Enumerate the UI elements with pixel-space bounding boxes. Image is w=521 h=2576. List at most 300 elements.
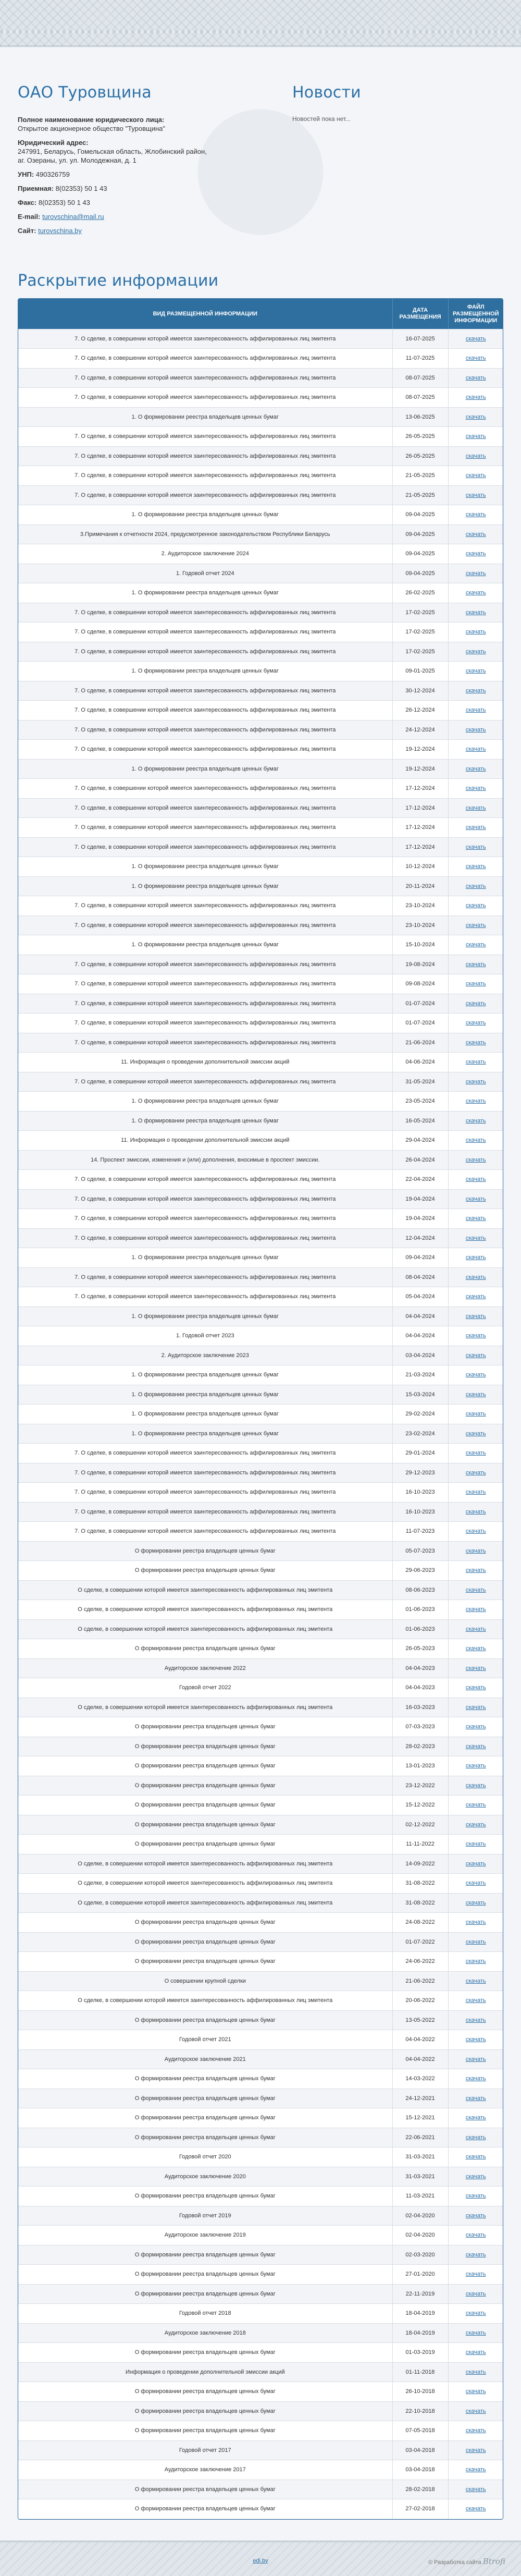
table-row [18,2049,503,2069]
download-link[interactable]: скачать [465,1586,486,1593]
info-type-cell: 11. Информация о проведении дополнительной эмиссии акций [18,1131,392,1151]
date-cell: 04-06-2024 [392,1053,448,1072]
download-link[interactable]: скачать [465,2467,486,2473]
download-link[interactable]: скачать [465,942,486,948]
file-cell [448,1092,503,1112]
download-link[interactable]: скачать [465,1254,486,1261]
download-link[interactable]: скачать [465,394,486,401]
table-row [18,368,503,388]
download-link[interactable]: скачать [465,1293,486,1300]
disclosure-table [18,298,503,2520]
table-row [18,505,503,525]
info-type-cell: 7. О сделке, в совершении которой имеется заинтересованность аффилированных лиц эмитента [18,427,392,447]
table-row [18,2343,503,2363]
download-link[interactable]: скачать [465,1235,486,1241]
info-type-cell: Аудиторское заключение 2017 [18,2460,392,2480]
date-cell: 02-04-2020 [392,2206,448,2226]
file-cell [448,1600,503,1620]
file-cell [448,2343,503,2363]
download-link[interactable]: скачать [465,2349,486,2356]
file-cell [448,2147,503,2167]
file-cell [448,2460,503,2480]
download-link[interactable]: скачать [465,1763,486,1769]
download-link[interactable]: скачать [465,2154,486,2160]
download-link[interactable]: скачать [465,453,486,459]
date-cell: 23-02-2024 [392,1424,448,1444]
table-row [18,1698,503,1717]
table-header-row [18,299,503,329]
table-row [18,485,503,505]
download-link[interactable]: скачать [465,2408,486,2414]
file-cell [448,1405,503,1424]
file-cell [448,2049,503,2069]
date-cell: 01-11-2018 [392,2362,448,2382]
download-link[interactable]: скачать [465,922,486,929]
file-cell [448,2401,503,2421]
table-row [18,2010,503,2030]
download-link[interactable]: скачать [465,1724,486,1730]
download-link[interactable]: скачать [465,1078,486,1085]
site-link[interactable]: turovschina.by [38,227,82,235]
table-row [18,2460,503,2480]
info-type-cell: 1. О формировании реестра владельцев ценных бумаг [18,1092,392,1112]
file-cell [448,1424,503,1444]
download-link[interactable]: скачать [465,1665,486,1671]
date-cell: 12-04-2024 [392,1228,448,1248]
download-link[interactable]: скачать [465,2193,486,2200]
table-row [18,2108,503,2128]
table-row [18,1561,503,1581]
download-link[interactable]: скачать [465,2056,486,2062]
info-type-cell: Аудиторское заключение 2018 [18,2323,392,2343]
file-cell [448,1815,503,1835]
table-row [18,1424,503,1444]
download-link[interactable]: скачать [465,1215,486,1222]
reception-label: Приемная: [18,185,54,192]
table-row [18,2421,503,2441]
unp-value: 490326759 [35,170,70,178]
info-type-cell: О формировании реестра владельцев ценных бумаг [18,2480,392,2499]
address-line-2: аг. Озераны, ул. ул. Молодежная, д. 1 [18,156,137,164]
download-link[interactable]: скачать [465,1997,486,2004]
info-type-cell: О формировании реестра владельцев ценных бумаг [18,2343,392,2363]
developer-text: © Разработка сайта [428,2559,481,2566]
download-link[interactable]: скачать [465,765,486,772]
download-link[interactable]: скачать [465,1860,486,1867]
download-link[interactable]: скачать [465,1645,486,1652]
download-link[interactable]: скачать [465,590,486,596]
footer-site-link[interactable]: edi.by [253,2557,268,2564]
file-cell [448,740,503,760]
download-link[interactable]: скачать [465,2173,486,2180]
file-cell [448,485,503,505]
table-row [18,1541,503,1561]
download-link[interactable]: скачать [465,1899,486,1906]
table-row [18,759,503,779]
download-link[interactable]: скачать [465,1958,486,1965]
download-link[interactable]: скачать [465,609,486,616]
download-link[interactable]: скачать [465,1508,486,1515]
download-link[interactable]: скачать [465,981,486,987]
fax-value: 8(02353) 50 1 43 [38,199,90,206]
file-cell [448,2284,503,2304]
date-cell: 29-06-2023 [392,1561,448,1581]
download-link[interactable]: скачать [465,2329,486,2336]
developer-logo[interactable]: Btrofi [482,2556,505,2566]
info-type-cell: Информация о проведении дополнительной эмиссии акций [18,2362,392,2382]
info-type-cell: О формировании реестра владельцев ценных бумаг [18,2401,392,2421]
info-type-cell: 1. О формировании реестра владельцев ценных бумаг [18,1307,392,1326]
info-type-cell: 7. О сделке, в совершении которой имеется заинтересованность аффилированных лиц эмитента [18,994,392,1014]
file-cell [448,1639,503,1659]
date-cell: 09-04-2025 [392,544,448,564]
unp-label: УНП: [18,170,34,178]
download-link[interactable]: скачать [465,1528,486,1535]
download-link[interactable]: скачать [465,1333,486,1339]
info-type-cell: О формировании реестра владельцев ценных бумаг [18,2128,392,2147]
file-cell [448,2323,503,2343]
column-header-date: ДАТА РАЗМЕЩЕНИЯ [392,299,448,329]
download-link[interactable]: скачать [465,2134,486,2141]
download-link[interactable]: скачать [465,2310,486,2317]
info-type-cell: О формировании реестра владельцев ценных бумаг [18,2245,392,2265]
info-type-cell: 7. О сделке, в совершении которой имеется заинтересованность аффилированных лиц эмитента [18,818,392,838]
download-link[interactable]: скачать [465,2251,486,2258]
date-cell: 15-10-2024 [392,935,448,955]
download-link[interactable]: скачать [465,2388,486,2395]
download-link[interactable]: скачать [465,2232,486,2239]
info-type-cell: О формировании реестра владельцев ценных бумаг [18,2421,392,2441]
info-type-cell: О формировании реестра владельцев ценных бумаг [18,2284,392,2304]
download-link[interactable]: скачать [465,2447,486,2453]
info-type-cell: О формировании реестра владельцев ценных бумаг [18,2089,392,2108]
info-type-cell: 7. О сделке, в совершении которой имеется заинтересованность аффилированных лиц эмитента [18,1444,392,1463]
file-cell [448,1170,503,1190]
date-cell: 17-02-2025 [392,622,448,642]
info-type-cell: 7. О сделке, в совершении которой имеется заинтересованность аффилированных лиц эмитента [18,1522,392,1542]
download-link[interactable]: скачать [465,1938,486,1945]
table-row [18,662,503,681]
download-link[interactable]: скачать [465,531,486,538]
table-row [18,955,503,974]
download-link[interactable]: скачать [465,1117,486,1124]
download-link[interactable]: скачать [465,2036,486,2043]
info-type-cell: 7. О сделке, в совершении которой имеется заинтересованность аффилированных лиц эмитента [18,388,392,408]
download-link[interactable]: скачать [465,2506,486,2512]
download-link[interactable]: скачать [465,1137,486,1144]
download-link[interactable]: скачать [465,844,486,850]
date-cell: 27-02-2018 [392,2499,448,2519]
download-link[interactable]: скачать [465,1489,486,1496]
info-type-cell: 7. О сделке, в совершении которой имеется заинтересованность аффилированных лиц эмитента [18,1287,392,1307]
file-cell [448,955,503,974]
file-cell [448,388,503,408]
table-row [18,720,503,740]
info-type-cell: Годовой отчет 2017 [18,2440,392,2460]
download-link[interactable]: скачать [465,707,486,714]
table-row [18,837,503,857]
date-cell: 15-12-2021 [392,2108,448,2128]
info-type-cell: 14. Проспект эмиссии, изменения и (или) дополнения, вносимые в проспект эмиссии. [18,1150,392,1170]
download-link[interactable]: скачать [465,1450,486,1457]
table-row [18,1776,503,1796]
download-link[interactable]: скачать [465,551,486,557]
download-link[interactable]: скачать [465,1274,486,1280]
file-cell [448,1053,503,1072]
date-cell: 28-02-2018 [392,2480,448,2499]
download-link[interactable]: скачать [465,863,486,870]
date-cell: 01-03-2019 [392,2343,448,2363]
download-link[interactable]: скачать [465,1411,486,1418]
date-cell: 16-10-2023 [392,1483,448,1503]
address-label: Юридический адрес: [18,139,89,146]
file-cell [448,857,503,877]
file-cell [448,2089,503,2108]
download-link[interactable]: скачать [465,433,486,440]
date-cell: 26-05-2025 [392,446,448,466]
table-row [18,1913,503,1933]
download-link[interactable]: скачать [465,1313,486,1320]
info-type-cell: О формировании реестра владельцев ценных бумаг [18,2187,392,2206]
file-cell [448,524,503,544]
download-link[interactable]: скачать [465,492,486,498]
download-link[interactable]: скачать [465,2486,486,2493]
file-cell [448,2108,503,2128]
date-cell: 07-03-2023 [392,1717,448,1737]
download-link[interactable]: скачать [465,746,486,753]
download-link[interactable]: скачать [465,1626,486,1632]
download-link[interactable]: скачать [465,1880,486,1887]
info-type-cell: 7. О сделке, в совершении которой имеется заинтересованность аффилированных лиц эмитента [18,642,392,662]
info-type-cell: О сделке, в совершении которой имеется заинтересованность аффилированных лиц эмитента [18,1619,392,1639]
table-row [18,1463,503,1483]
date-cell: 23-10-2024 [392,896,448,916]
date-cell: 01-07-2024 [392,1014,448,1033]
download-link[interactable]: скачать [465,648,486,655]
file-cell [448,2226,503,2245]
date-cell: 17-12-2024 [392,818,448,838]
date-cell: 03-04-2018 [392,2460,448,2480]
table-row [18,2265,503,2285]
file-cell [448,1248,503,1268]
download-link[interactable]: скачать [465,1098,486,1105]
table-row [18,2245,503,2265]
download-link[interactable]: скачать [465,1059,486,1066]
download-link[interactable]: скачать [465,335,486,342]
file-cell [448,1111,503,1131]
file-cell [448,2030,503,2050]
download-link[interactable]: скачать [465,2212,486,2219]
date-cell: 31-05-2024 [392,1072,448,1092]
download-link[interactable]: скачать [465,2369,486,2375]
download-link[interactable]: скачать [465,1000,486,1007]
date-cell: 26-10-2018 [392,2382,448,2402]
date-cell: 20-06-2022 [392,1991,448,2011]
info-type-cell: О формировании реестра владельцев ценных бумаг [18,2265,392,2285]
download-link[interactable]: скачать [465,1684,486,1691]
date-cell: 29-12-2023 [392,1463,448,1483]
table-row [18,1835,503,1854]
info-type-cell: О формировании реестра владельцев ценных бумаг [18,1835,392,1854]
download-link[interactable]: скачать [465,1977,486,1984]
download-link[interactable]: скачать [465,2290,486,2297]
file-cell [448,1561,503,1581]
date-cell: 23-10-2024 [392,915,448,935]
download-link[interactable]: скачать [465,1469,486,1476]
file-cell [448,1267,503,1287]
download-link[interactable]: скачать [465,668,486,675]
info-type-cell: Аудиторское заключение 2022 [18,1658,392,1678]
file-cell [448,701,503,721]
date-cell: 08-07-2025 [392,388,448,408]
download-link[interactable]: скачать [465,2076,486,2082]
info-type-cell: 1. О формировании реестра владельцев ценных бумаг [18,407,392,427]
download-link[interactable]: скачать [465,2017,486,2023]
info-type-cell: 1. О формировании реестра владельцев ценных бумаг [18,583,392,603]
file-cell [448,1854,503,1874]
date-cell: 04-04-2022 [392,2049,448,2069]
download-link[interactable]: скачать [465,1039,486,1046]
date-cell: 19-12-2024 [392,759,448,779]
download-link[interactable]: скачать [465,902,486,909]
info-type-cell: 1. О формировании реестра владельцев ценных бумаг [18,759,392,779]
download-link[interactable]: скачать [465,1802,486,1809]
file-cell [448,1522,503,1542]
info-type-cell: 7. О сделке, в совершении которой имеется заинтересованность аффилированных лиц эмитента [18,1502,392,1522]
download-link[interactable]: скачать [465,1919,486,1926]
download-link[interactable]: скачать [465,726,486,733]
download-link[interactable]: скачать [465,1430,486,1437]
date-cell: 31-03-2021 [392,2167,448,2187]
header-decorative-band [0,0,521,47]
table-row [18,1932,503,1952]
table-row [18,1991,503,2011]
info-type-cell: 7. О сделке, в совершении которой имеется заинтересованность аффилированных лиц эмитента [18,1267,392,1287]
download-link[interactable]: скачать [465,1352,486,1359]
info-type-cell: 7. О сделке, в совершении которой имеется заинтересованность аффилированных лиц эмитента [18,349,392,369]
download-link[interactable]: скачать [465,374,486,381]
download-link[interactable]: скачать [465,413,486,420]
table-row [18,818,503,838]
table-row [18,1502,503,1522]
date-cell: 09-04-2024 [392,1248,448,1268]
download-link[interactable]: скачать [465,629,486,636]
date-cell: 09-04-2025 [392,505,448,525]
date-cell: 02-04-2020 [392,2226,448,2245]
download-link[interactable]: скачать [465,1547,486,1554]
info-type-cell: 7. О сделке, в совершении которой имеется заинтересованность аффилированных лиц эмитента [18,603,392,622]
info-type-cell: О формировании реестра владельцев ценных бумаг [18,1913,392,1933]
download-link[interactable]: скачать [465,824,486,831]
download-link[interactable]: скачать [465,1020,486,1027]
info-type-cell: О формировании реестра владельцев ценных бумаг [18,1796,392,1815]
download-link[interactable]: скачать [465,1841,486,1848]
download-link[interactable]: скачать [465,804,486,811]
download-link[interactable]: скачать [465,785,486,792]
file-cell [448,329,503,349]
info-type-cell: 7. О сделке, в совершении которой имеется заинтересованность аффилированных лиц эмитента [18,1189,392,1209]
table-row [18,1267,503,1287]
download-link[interactable]: скачать [465,961,486,968]
download-link[interactable]: скачать [465,570,486,577]
table-row [18,2480,503,2499]
file-cell [448,349,503,369]
table-row [18,2284,503,2304]
info-type-cell: 2. Аудиторское заключение 2024 [18,544,392,564]
download-link[interactable]: скачать [465,511,486,518]
file-cell [448,2265,503,2285]
file-cell [448,1678,503,1698]
download-link[interactable]: скачать [465,1704,486,1711]
download-link[interactable]: скачать [465,2427,486,2434]
date-cell: 17-02-2025 [392,642,448,662]
file-cell [448,2421,503,2441]
file-cell [448,1796,503,1815]
download-link[interactable]: скачать [465,1567,486,1574]
info-type-cell: О сделке, в совершении которой имеется заинтересованность аффилированных лиц эмитента [18,1893,392,1913]
download-link[interactable]: скачать [465,1821,486,1828]
download-link[interactable]: скачать [465,1372,486,1378]
file-cell [448,2206,503,2226]
file-cell [448,681,503,701]
table-row [18,2382,503,2402]
table-row [18,935,503,955]
info-type-cell: 1. О формировании реестра владельцев ценных бумаг [18,1405,392,1424]
download-link[interactable]: скачать [465,1606,486,1613]
download-link[interactable]: скачать [465,2271,486,2278]
file-cell [448,1737,503,1756]
download-link[interactable]: скачать [465,2095,486,2102]
download-link[interactable]: скачать [465,1743,486,1750]
table-row [18,1385,503,1405]
date-cell: 24-12-2021 [392,2089,448,2108]
date-cell: 04-04-2024 [392,1307,448,1326]
download-link[interactable]: скачать [465,687,486,694]
download-link[interactable]: скачать [465,2115,486,2121]
file-cell [448,779,503,799]
date-cell: 31-03-2021 [392,2147,448,2167]
download-link[interactable]: скачать [465,883,486,889]
download-link[interactable]: скачать [465,1391,486,1398]
download-link[interactable]: скачать [465,355,486,362]
download-link[interactable]: скачать [465,1782,486,1789]
file-cell [448,1131,503,1151]
table-row [18,1228,503,1248]
download-link[interactable]: скачать [465,1156,486,1163]
table-row [18,2323,503,2343]
info-type-cell: 7. О сделке, в совершении которой имеется заинтересованность аффилированных лиц эмитента [18,779,392,799]
reception-value: 8(02353) 50 1 43 [55,185,107,192]
table-row [18,1717,503,1737]
date-cell: 19-08-2024 [392,955,448,974]
date-cell: 07-05-2018 [392,2421,448,2441]
date-cell: 21-05-2025 [392,485,448,505]
table-row [18,603,503,622]
table-row [18,642,503,662]
download-link[interactable]: скачать [465,472,486,479]
info-type-cell: 7. О сделке, в совершении которой имеется заинтересованность аффилированных лиц эмитента [18,1228,392,1248]
info-type-cell: 7. О сделке, в совершении которой имеется заинтересованность аффилированных лиц эмитента [18,1483,392,1503]
download-link[interactable]: скачать [465,1195,486,1202]
table-row [18,2089,503,2108]
email-link[interactable]: turovschina@mail.ru [42,213,104,221]
info-type-cell: 1. О формировании реестра владельцев ценных бумаг [18,662,392,681]
download-link[interactable]: скачать [465,1176,486,1183]
table-row [18,1131,503,1151]
info-type-cell: Годовой отчет 2022 [18,1678,392,1698]
date-cell: 01-07-2024 [392,994,448,1014]
file-cell [448,1756,503,1776]
